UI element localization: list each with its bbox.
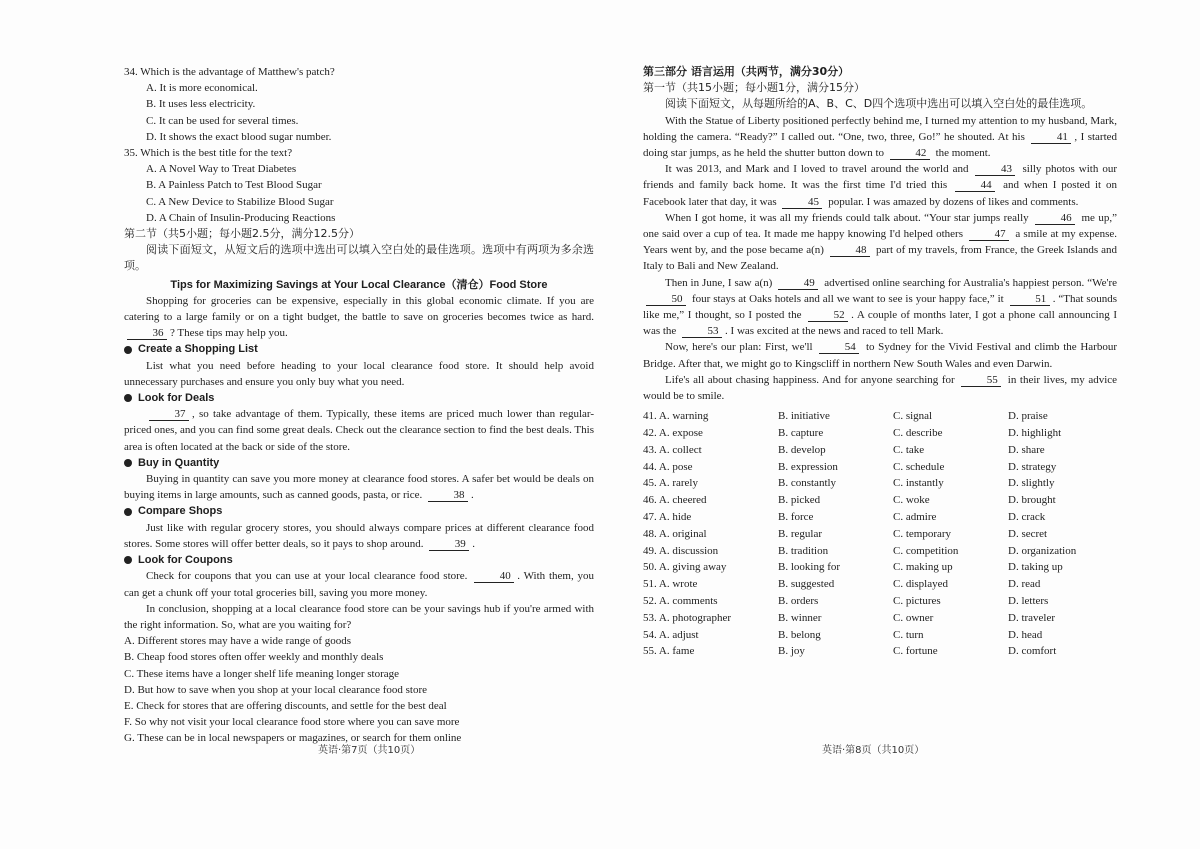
section-2-instruction: 阅读下面短文，从短文后的选项中选出可以填入空白处的最佳选项。选项中有两项为多余选项。: [124, 243, 594, 273]
paragraph-intro-text: Shopping for groceries can be expensive, especially in this global economic climate. If you are catering to a large family or on a tight budget, the battle to save on groceries becomes twice as hard.: [124, 294, 594, 324]
cloze-option-42-a: 42. A. expose: [643, 427, 703, 440]
cloze-paragraph-1: [643, 113, 1117, 162]
cloze-option-45-c: C. instantly: [893, 477, 944, 490]
subheading-quantity: [124, 455, 594, 471]
subheading-quantity-text: Buy in Quantity: [138, 456, 220, 469]
cloze-paragraph-3: [643, 210, 1117, 275]
blank-49: 49: [778, 277, 818, 290]
cloze-option-42-c: C. describe: [893, 427, 943, 440]
cloze-option-45-b: B. constantly: [778, 477, 837, 490]
part-3-heading: [643, 64, 1117, 80]
cloze-p4-text-d: . “That sounds like me,” I thought, so I posted the: [643, 292, 1117, 322]
question-35-option-b: B. A Painless Patch to Test Blood Sugar: [146, 179, 322, 192]
bullet-icon: [124, 508, 132, 516]
blank-46: 46: [1035, 212, 1075, 225]
subheading-coupons: [124, 552, 594, 568]
passage-title: Tips for Maximizing Savings at Your Local Clearance（清仓）Food Store: [170, 278, 548, 291]
choice-b: B. Cheap food stores often offer weekly and monthly deals: [124, 651, 384, 664]
cloze-option-54-d: D. head: [1008, 628, 1043, 641]
cloze-p4-text-b: advertised online searching for Australia's happiest person. “We're: [824, 276, 1118, 289]
paragraph-intro: [124, 293, 594, 342]
cloze-option-48-b: B. regular: [778, 527, 822, 540]
subheading-compare-text: Compare Shops: [138, 505, 223, 518]
cloze-option-46-c: C. woke: [893, 494, 930, 507]
blank-40: 40: [474, 570, 514, 583]
question-34-option-b: B. It uses less electricity.: [146, 98, 256, 111]
blank-53: 53: [682, 325, 722, 338]
cloze-option-47-b: B. force: [778, 511, 814, 524]
cloze-option-43-c: C. take: [893, 443, 925, 456]
cloze-option-41-d: D. praise: [1008, 410, 1048, 423]
cloze-p1-text-b: , I started doing star jumps, as he held the shutter button down to: [643, 130, 1118, 160]
cloze-paragraph-4: [643, 275, 1117, 340]
blank-37: 37: [149, 408, 189, 421]
paragraph-intro-tail: ? These tips may help you.: [170, 327, 288, 340]
subheading-coupons-text: Look for Coupons: [138, 554, 233, 567]
paragraph-coupons: [124, 568, 594, 600]
cloze-option-48-a: 48. A. original: [643, 527, 707, 540]
cloze-p2-text-a: It was 2013, and Mark and I loved to travel around the world and: [665, 163, 969, 176]
cloze-option-54-b: B. belong: [778, 628, 821, 641]
question-35-option-c: C. A New Device to Stabilize Blood Sugar: [146, 195, 334, 208]
page-8: [643, 64, 1117, 660]
cloze-option-43-b: B. develop: [778, 443, 826, 456]
cloze-option-54-a: 54. A. adjust: [643, 628, 699, 641]
cloze-p4-text-c: four stays at Oaks hotels and all we want to see is your happy face,” it: [691, 292, 1004, 305]
cloze-p2-text-d: popular. I was amazed by dozens of likes and comments.: [828, 195, 1079, 208]
blank-36: 36: [127, 327, 167, 340]
cloze-option-45-a: 45. A. rarely: [643, 477, 698, 490]
cloze-option-48-c: C. temporary: [893, 527, 952, 540]
paragraph-conclusion: In conclusion, shopping at a local clearance food store can be your savings hub if you're armed with the right information. So, what are you waiting for?: [124, 602, 594, 631]
section-1-heading: 第一节（共15小题；每小题1分，满分15分）: [643, 81, 865, 95]
cloze-option-53-d: D. traveler: [1008, 611, 1056, 624]
cloze-option-41-c: C. signal: [893, 410, 933, 423]
cloze-option-52-d: D. letters: [1008, 595, 1049, 608]
cloze-p2-text-b: silly photos with our friends and family back home. It was the first time I'd tried this: [643, 163, 1118, 192]
cloze-option-54-c: C. turn: [893, 628, 924, 641]
bullet-icon: [124, 394, 132, 402]
choice-e: E. Check for stores that are offering discounts, and settle for the best deal: [124, 699, 447, 712]
choice-c: C. These items have a longer shelf life meaning longer storage: [124, 667, 400, 680]
cloze-option-43-d: D. share: [1008, 443, 1045, 456]
cloze-option-52-a: 52. A. comments: [643, 595, 718, 608]
cloze-paragraph-2: [643, 161, 1117, 210]
paragraph-compare: Just like with regular grocery stores, you should always compare prices at different clearance food stores. Some stores will offer better deals, so it pays to shop around. 39 .: [124, 521, 594, 550]
cloze-option-55-d: D. comfort: [1008, 645, 1057, 658]
subheading-compare: [124, 503, 594, 519]
cloze-p4-text-e: . A couple of months later, I got a phone call announcing I was the: [643, 309, 1118, 338]
cloze-p3-text-c: a smile at my expense. Years went by, and the pose became a(n): [643, 228, 1117, 257]
cloze-option-44-b: B. expression: [778, 460, 838, 473]
cloze-paragraph-6: [643, 372, 1117, 404]
choice-g: G. These can be in local newspapers or magazines, or search for them online: [124, 732, 462, 745]
cloze-option-51-c: C. displayed: [893, 578, 948, 591]
cloze-option-44-a: 44. A. pose: [643, 460, 693, 473]
cloze-option-51-a: 51. A. wrote: [643, 578, 698, 591]
cloze-option-47-a: 47. A. hide: [643, 511, 692, 524]
cloze-p1-text-c: the moment.: [935, 147, 991, 160]
cloze-option-46-b: B. picked: [778, 494, 821, 507]
cloze-p4-text-f: . I was excited at the news and raced to tell Mark.: [725, 325, 944, 338]
subheading-shopping-list: [124, 341, 594, 357]
cloze-option-49-c: C. competition: [893, 544, 959, 557]
bullet-icon: [124, 556, 132, 564]
question-34-option-c: C. It can be used for several times.: [146, 114, 299, 127]
blank-50: 50: [646, 293, 686, 306]
choice-f: F. So why not visit your local clearance food store where you can save more: [124, 716, 460, 729]
paragraph-coupons-text: Check for coupons that you can use at your local clearance food store.: [146, 570, 468, 583]
section-2-heading: 第二节（共5小题；每小题2.5分，满分12.5分）: [124, 227, 360, 241]
paragraph-coupons-tail: . With them, you can get a chunk off your total groceries bill, saving you more money.: [124, 570, 594, 599]
blank-39: 39: [429, 538, 469, 551]
paragraph-compare-text: Just like with regular grocery stores, you should always compare prices at different clearance food stores. Some stores will offer better deals, so it pays to shop around.: [124, 521, 594, 550]
blank-48: 48: [830, 244, 870, 257]
cloze-option-50-b: B. looking for: [778, 561, 841, 574]
question-35-option-a: A. A Novel Way to Treat Diabetes: [146, 163, 297, 176]
blank-45: 45: [782, 196, 822, 209]
footer-page-8: 英语·第8页（共10页）: [822, 745, 925, 756]
cloze-p3-text-b: me up,” one said over a cup of tea. It made me happy knowing I'd helped others: [643, 211, 1117, 241]
cloze-option-45-d: D. slightly: [1008, 477, 1055, 490]
cloze-option-47-d: D. crack: [1008, 511, 1046, 524]
cloze-option-50-d: D. taking up: [1008, 561, 1063, 574]
page-7: [124, 64, 594, 747]
cloze-option-55-a: 55. A. fame: [643, 645, 695, 658]
cloze-p5-text-a: Now, here's our plan: First, we'll: [665, 341, 813, 354]
blank-52: 52: [808, 309, 848, 322]
subheading-deals-text: Look for Deals: [138, 392, 215, 405]
blank-51: 51: [1010, 293, 1050, 306]
cloze-p4-text-a: Then in June, I saw a(n): [665, 276, 773, 289]
cloze-option-49-b: B. tradition: [778, 544, 829, 557]
blank-42: 42: [890, 147, 930, 160]
choice-d: D. But how to save when you shop at your local clearance food store: [124, 683, 428, 696]
paragraph-shopping-list: List what you need before heading to your local clearance food store. It should help avoid unnecessary purchases and ensure you only buy what you need.: [124, 359, 594, 388]
answer-choices: [124, 633, 594, 746]
cloze-option-43-a: 43. A. collect: [643, 443, 702, 456]
cloze-p6-text-a: Life's all about chasing happiness. And for anyone searching for: [665, 373, 955, 386]
blank-55: 55: [961, 374, 1001, 387]
blank-41: 41: [1031, 131, 1071, 144]
cloze-p5-text-b: to Sydney for the Vivid Festival and climb the Harbour Bridge. After that, we might go to Kingscliff in northern New South Wales and even Darwin.: [643, 341, 1117, 370]
cloze-option-55-c: C. fortune: [893, 645, 938, 658]
cloze-option-52-b: B. orders: [778, 595, 819, 608]
subheading-shopping-list-text: Create a Shopping List: [138, 343, 258, 356]
cloze-options-table: [643, 408, 1117, 660]
blank-44: 44: [955, 179, 995, 192]
cloze-p6-text-b: in their lives, my advice would be to smile.: [643, 373, 1118, 403]
cloze-option-49-a: 49. A. discussion: [643, 544, 719, 557]
cloze-option-44-d: D. strategy: [1008, 460, 1057, 473]
cloze-option-53-c: C. owner: [893, 611, 934, 624]
question-34-stem: 34. Which is the advantage of Matthew's patch?: [124, 66, 335, 78]
cloze-option-42-d: D. highlight: [1008, 427, 1062, 440]
cloze-option-44-c: C. schedule: [893, 460, 945, 473]
cloze-option-48-d: D. secret: [1008, 527, 1048, 540]
subheading-deals: [124, 390, 594, 406]
cloze-option-52-c: C. pictures: [893, 595, 941, 608]
question-34-option-a: A. It is more economical.: [146, 82, 258, 95]
blank-47: 47: [969, 228, 1009, 241]
blank-43: 43: [975, 163, 1015, 176]
cloze-p1-text-a: With the Statue of Liberty positioned perfectly behind me, I turned my attention to my husband, Mark, holding the camera. “Ready?” I called out. “One, two, three, Go!” he shouted. At his: [643, 114, 1117, 143]
cloze-option-51-b: B. suggested: [778, 578, 835, 591]
cloze-p3-text-a: When I got home, it was all my friends could talk about. “Your star jumps really: [665, 211, 1029, 224]
paragraph-deals-text: , so take advantage of them. Typically, these items are priced much lower than regular-priced ones, and you can find some great deals. Check out the clearance section to find the best deals. This area is often located at the back or side of the store.: [124, 408, 594, 453]
footer-page-7: 英语·第7页（共10页）: [318, 745, 421, 756]
blank-54: 54: [819, 341, 859, 354]
cloze-option-53-b: B. winner: [778, 611, 822, 624]
cloze-p3-text-d: part of my travels, from France, the Greek Islands and Italy to Bali and New Zealand.: [643, 244, 1118, 273]
question-35-stem: 35. Which is the best title for the text?: [124, 147, 293, 160]
cloze-option-42-b: B. capture: [778, 427, 824, 440]
cloze-option-51-d: D. read: [1008, 578, 1041, 591]
cloze-option-47-c: C. admire: [893, 511, 937, 524]
cloze-paragraph-5: [643, 339, 1117, 371]
bullet-icon: [124, 346, 132, 354]
paragraph-quantity-text: Buying in quantity can save you more money at clearance food stores. A safer bet would be deals on buying items in large amounts, such as canned goods, pasta, or rice.: [124, 473, 594, 502]
question-35-option-d: D. A Chain of Insulin-Producing Reactions: [146, 211, 336, 224]
cloze-option-50-c: C. making up: [893, 561, 953, 574]
cloze-option-53-a: 53. A. photographer: [643, 611, 731, 624]
blank-38: 38: [428, 489, 468, 502]
cloze-p2-text-c: and when I posted it on Facebook later that day, it was: [643, 179, 1118, 208]
question-34-option-d: D. It shows the exact blood sugar number.: [146, 130, 332, 143]
bullet-icon: [124, 459, 132, 467]
paragraph-quantity: Buying in quantity can save you more money at clearance food stores. A safer bet would be deals on buying items in large amounts, such as canned goods, pasta, or rice. 38 .: [124, 473, 594, 502]
cloze-option-55-b: B. joy: [778, 645, 805, 658]
section-1-instruction: 阅读下面短文，从每题所给的A、B、C、D四个选项中选出可以填入空白处的最佳选项。: [665, 97, 1093, 111]
part-3-heading-text: 第三部分 语言运用（共两节，满分30分）: [643, 65, 850, 78]
cloze-option-46-a: 46. A. cheered: [643, 494, 707, 507]
cloze-option-49-d: D. organization: [1008, 544, 1077, 557]
cloze-option-50-a: 50. A. giving away: [643, 561, 727, 574]
choice-a: A. Different stores may have a wide range of goods: [124, 635, 352, 648]
paragraph-deals: [124, 406, 594, 455]
cloze-option-46-d: D. brought: [1008, 494, 1056, 507]
cloze-option-41-a: 41. A. warning: [643, 410, 709, 423]
cloze-option-41-b: B. initiative: [778, 410, 830, 423]
